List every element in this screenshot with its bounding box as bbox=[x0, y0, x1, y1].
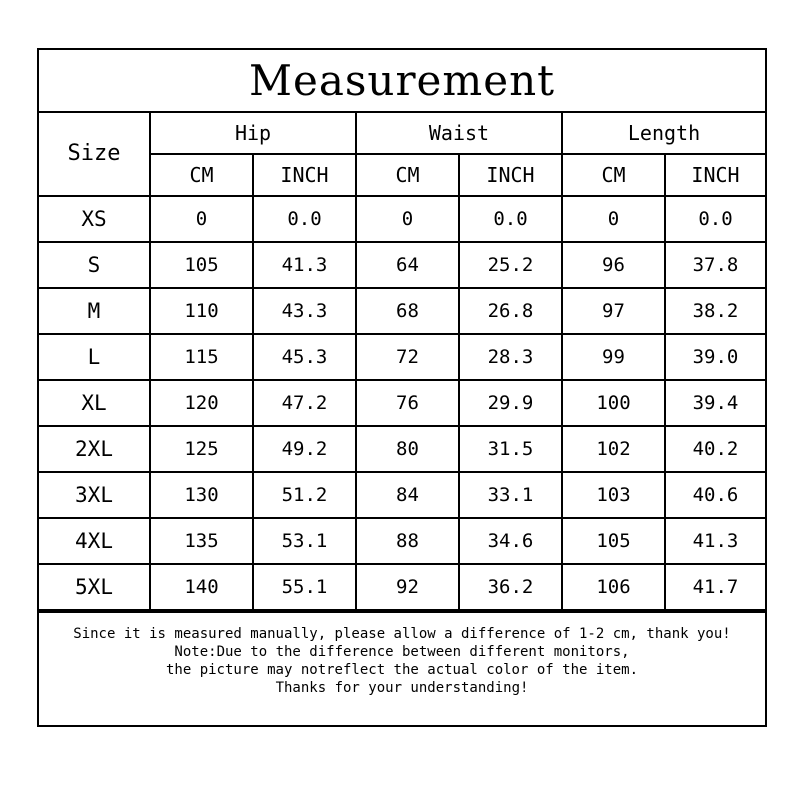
table-row bbox=[39, 288, 765, 334]
measurement-cell: 130 bbox=[150, 472, 253, 518]
measurement-cell: 40.2 bbox=[665, 426, 765, 472]
unit-header: CM bbox=[150, 154, 253, 196]
measurement-cell: 39.4 bbox=[665, 380, 765, 426]
measurement-cell: 55.1 bbox=[253, 564, 356, 610]
waist-header: Waist bbox=[356, 113, 562, 154]
measurement-cell: 0 bbox=[150, 196, 253, 242]
unit-header: CM bbox=[356, 154, 459, 196]
disclaimer-note bbox=[39, 611, 765, 708]
measurement-cell: 0 bbox=[562, 196, 665, 242]
note-line: Since it is measured manually, please allow a difference of 1-2 cm, thank you! bbox=[73, 625, 731, 642]
measurement-cell: 40.6 bbox=[665, 472, 765, 518]
measurement-cell: 76 bbox=[356, 380, 459, 426]
unit-header: INCH bbox=[665, 154, 765, 196]
measurement-cell: 72 bbox=[356, 334, 459, 380]
measurement-cell: 0.0 bbox=[253, 196, 356, 242]
size-cell: XS bbox=[39, 196, 150, 242]
table-row bbox=[39, 334, 765, 380]
measurement-cell: 53.1 bbox=[253, 518, 356, 564]
measurement-cell: 97 bbox=[562, 288, 665, 334]
measurement-cell: 103 bbox=[562, 472, 665, 518]
size-cell: 4XL bbox=[39, 518, 150, 564]
size-column-header: Size bbox=[39, 113, 150, 196]
size-cell: L bbox=[39, 334, 150, 380]
unit-header: CM bbox=[562, 154, 665, 196]
measurement-cell: 41.3 bbox=[253, 242, 356, 288]
length-header: Length bbox=[562, 113, 765, 154]
measurement-cell: 105 bbox=[562, 518, 665, 564]
measurement-cell: 38.2 bbox=[665, 288, 765, 334]
measurement-cell: 125 bbox=[150, 426, 253, 472]
measurement-cell: 106 bbox=[562, 564, 665, 610]
measurement-cell: 92 bbox=[356, 564, 459, 610]
measurement-cell: 84 bbox=[356, 472, 459, 518]
measurement-cell: 39.0 bbox=[665, 334, 765, 380]
measurement-cell: 37.8 bbox=[665, 242, 765, 288]
measurement-cell: 25.2 bbox=[459, 242, 562, 288]
measurement-cell: 140 bbox=[150, 564, 253, 610]
measurement-cell: 47.2 bbox=[253, 380, 356, 426]
size-table bbox=[39, 113, 765, 611]
measurement-cell: 31.5 bbox=[459, 426, 562, 472]
note-line: the picture may notreflect the actual color of the item. bbox=[165, 661, 638, 678]
measurement-cell: 115 bbox=[150, 334, 253, 380]
measurement-cell: 88 bbox=[356, 518, 459, 564]
table-row bbox=[39, 380, 765, 426]
measurement-cell: 34.6 bbox=[459, 518, 562, 564]
measurement-cell: 110 bbox=[150, 288, 253, 334]
header-group-row bbox=[39, 113, 765, 154]
measurement-cell: 49.2 bbox=[253, 426, 356, 472]
measurement-cell: 45.3 bbox=[253, 334, 356, 380]
measurement-cell: 0.0 bbox=[459, 196, 562, 242]
size-rows bbox=[39, 196, 765, 610]
table-row bbox=[39, 518, 765, 564]
measurement-cell: 29.9 bbox=[459, 380, 562, 426]
size-cell: 3XL bbox=[39, 472, 150, 518]
measurement-cell: 33.1 bbox=[459, 472, 562, 518]
unit-header: INCH bbox=[253, 154, 356, 196]
table-row bbox=[39, 564, 765, 610]
table-row bbox=[39, 472, 765, 518]
size-cell: XL bbox=[39, 380, 150, 426]
table-row bbox=[39, 242, 765, 288]
size-chart bbox=[37, 48, 767, 727]
measurement-cell: 0 bbox=[356, 196, 459, 242]
note-line: Thanks for your understanding! bbox=[275, 679, 529, 696]
measurement-cell: 68 bbox=[356, 288, 459, 334]
measurement-cell: 41.7 bbox=[665, 564, 765, 610]
measurement-cell: 43.3 bbox=[253, 288, 356, 334]
size-cell: M bbox=[39, 288, 150, 334]
measurement-cell: 64 bbox=[356, 242, 459, 288]
measurement-cell: 41.3 bbox=[665, 518, 765, 564]
measurement-cell: 100 bbox=[562, 380, 665, 426]
table-row bbox=[39, 196, 765, 242]
hip-header: Hip bbox=[150, 113, 356, 154]
chart-title: Measurement bbox=[39, 50, 765, 113]
measurement-cell: 28.3 bbox=[459, 334, 562, 380]
measurement-cell: 51.2 bbox=[253, 472, 356, 518]
measurement-cell: 135 bbox=[150, 518, 253, 564]
measurement-cell: 120 bbox=[150, 380, 253, 426]
size-cell: 5XL bbox=[39, 564, 150, 610]
measurement-cell: 80 bbox=[356, 426, 459, 472]
table-row bbox=[39, 426, 765, 472]
measurement-cell: 105 bbox=[150, 242, 253, 288]
measurement-cell: 36.2 bbox=[459, 564, 562, 610]
measurement-cell: 0.0 bbox=[665, 196, 765, 242]
unit-header: INCH bbox=[459, 154, 562, 196]
size-cell: 2XL bbox=[39, 426, 150, 472]
size-cell: S bbox=[39, 242, 150, 288]
measurement-cell: 26.8 bbox=[459, 288, 562, 334]
measurement-cell: 99 bbox=[562, 334, 665, 380]
measurement-cell: 102 bbox=[562, 426, 665, 472]
note-line: Note:Due to the difference between different monitors, bbox=[174, 643, 630, 660]
measurement-cell: 96 bbox=[562, 242, 665, 288]
